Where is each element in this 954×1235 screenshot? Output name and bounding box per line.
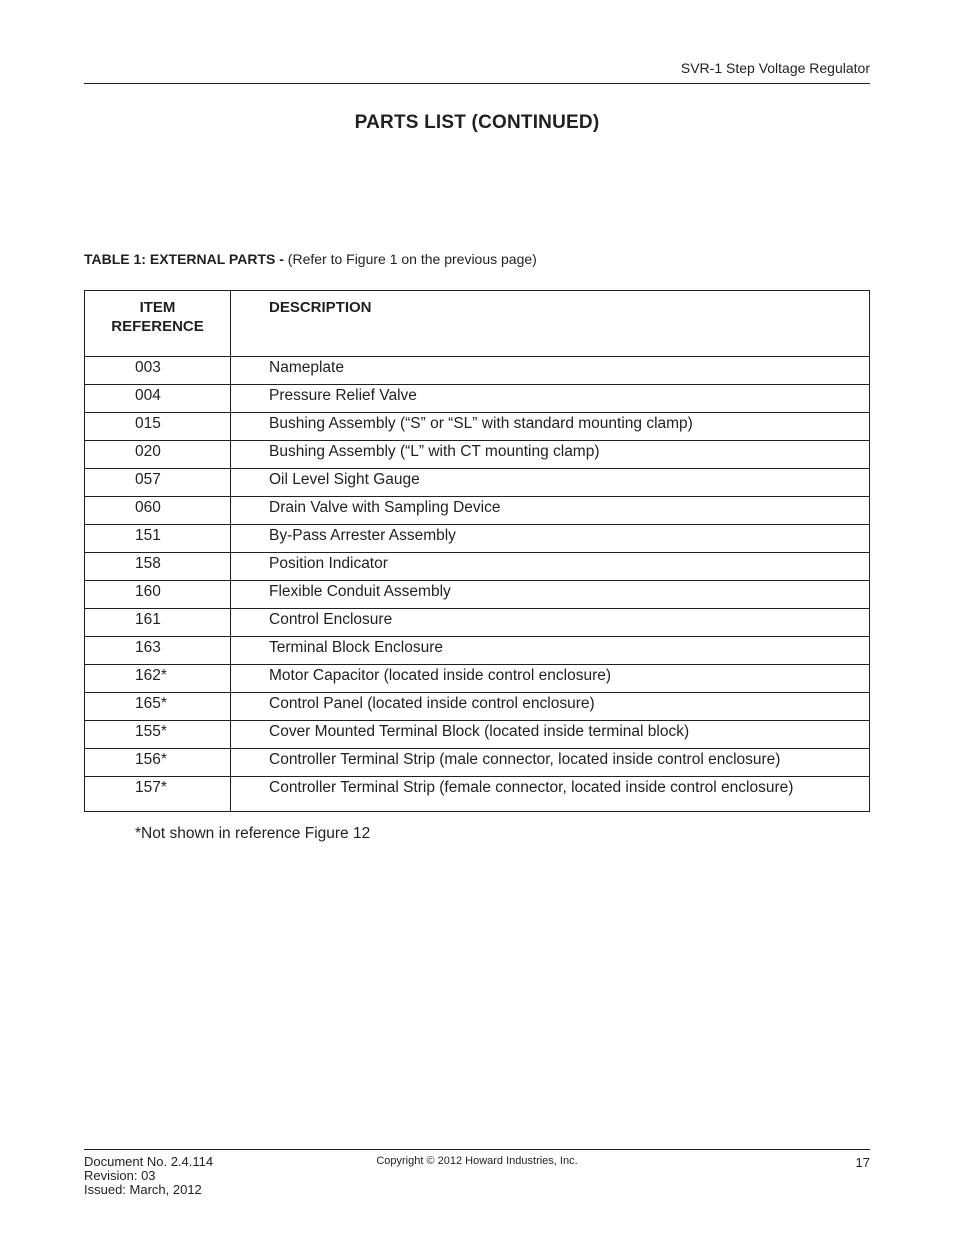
item-header-line1: ITEM [139, 299, 176, 316]
revision: Revision: 03 [84, 1168, 156, 1183]
table-row [85, 413, 870, 441]
description-cell: Controller Terminal Strip (female connector, located inside control enclosure) [231, 777, 870, 812]
item-reference-cell: 004 [85, 385, 231, 413]
description-cell: Motor Capacitor (located inside control enclosure) [231, 665, 870, 693]
item-reference-cell: 003 [85, 357, 231, 385]
table-caption [84, 251, 537, 267]
description-cell: Terminal Block Enclosure [231, 637, 870, 665]
item-reference-cell: 161 [85, 609, 231, 637]
table-row [85, 637, 870, 665]
description-cell: Controller Terminal Strip (male connector, located inside control enclosure) [231, 749, 870, 777]
table-row [85, 581, 870, 609]
running-header: SVR-1 Step Voltage Regulator [680, 60, 870, 76]
description-cell: Control Enclosure [231, 609, 870, 637]
item-reference-cell: 162* [85, 665, 231, 693]
table-body [85, 357, 870, 812]
table-row [85, 721, 870, 749]
copyright: Copyright © 2012 Howard Industries, Inc. [376, 1155, 578, 1167]
description-cell: Drain Valve with Sampling Device [231, 497, 870, 525]
item-reference-cell: 155* [85, 721, 231, 749]
table-caption-label: TABLE 1: EXTERNAL PARTS - [84, 251, 284, 267]
description-cell: Oil Level Sight Gauge [231, 469, 870, 497]
table-row [85, 609, 870, 637]
item-reference-cell: 015 [85, 413, 231, 441]
description-cell: Bushing Assembly (“L” with CT mounting clamp) [231, 441, 870, 469]
table-row [85, 441, 870, 469]
item-reference-cell: 158 [85, 553, 231, 581]
table-row [85, 553, 870, 581]
description-cell: Cover Mounted Terminal Block (located inside terminal block) [231, 721, 870, 749]
table-row [85, 749, 870, 777]
description-cell: Bushing Assembly (“S” or “SL” with standard mounting clamp) [231, 413, 870, 441]
item-reference-cell: 160 [85, 581, 231, 609]
description-cell: Nameplate [231, 357, 870, 385]
page-title: PARTS LIST (CONTINUED) [354, 112, 600, 133]
item-reference-cell: 151 [85, 525, 231, 553]
item-reference-cell: 156* [85, 749, 231, 777]
table-row [85, 525, 870, 553]
table-row [85, 665, 870, 693]
item-reference-cell: 020 [85, 441, 231, 469]
table-row [85, 777, 870, 812]
footnote: *Not shown in reference Figure 12 [135, 825, 371, 842]
document-number: Document No. 2.4.114 [84, 1154, 214, 1169]
table-row [85, 469, 870, 497]
description-cell: Position Indicator [231, 553, 870, 581]
item-reference-cell: 157* [85, 777, 231, 812]
description-cell: Pressure Relief Valve [231, 385, 870, 413]
item-reference-cell: 163 [85, 637, 231, 665]
description-cell: Flexible Conduit Assembly [231, 581, 870, 609]
table-caption-note: (Refer to Figure 1 on the previous page) [283, 251, 537, 267]
item-header-line2: REFERENCE [111, 318, 204, 335]
description-cell: By-Pass Arrester Assembly [231, 525, 870, 553]
item-reference-cell: 165* [85, 693, 231, 721]
description-cell: Control Panel (located inside control enclosure) [231, 693, 870, 721]
table-row [85, 693, 870, 721]
table-row [85, 357, 870, 385]
page-number: 17 [855, 1155, 870, 1170]
item-reference-cell: 057 [85, 469, 231, 497]
table-header-row [85, 291, 870, 357]
item-reference-cell: 060 [85, 497, 231, 525]
external-parts-table [84, 290, 870, 812]
footer-divider [84, 1149, 870, 1150]
table-row [85, 497, 870, 525]
issued-date: Issued: March, 2012 [84, 1182, 202, 1197]
item-reference-header [85, 291, 231, 357]
description-header: DESCRIPTION [231, 291, 870, 357]
header-divider [84, 83, 870, 84]
table-row [85, 385, 870, 413]
